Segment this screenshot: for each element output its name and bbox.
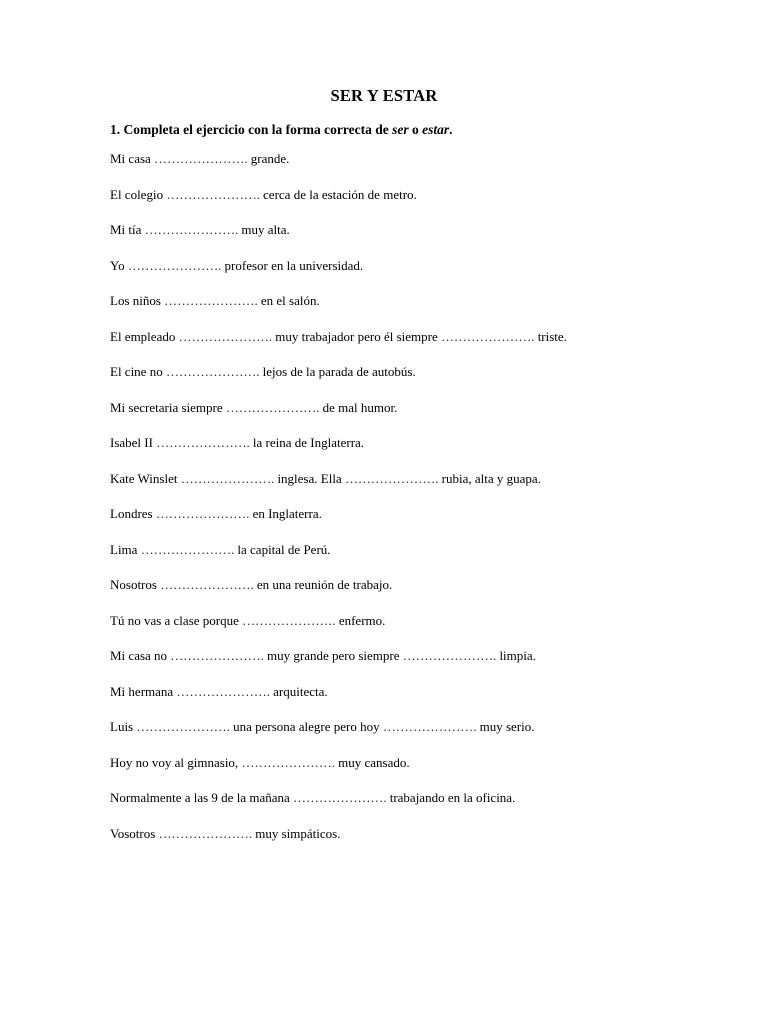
answer-blank: …………………. <box>144 222 239 237</box>
sentence-start: El colegio <box>110 186 167 202</box>
exercise-sentence <box>110 541 567 577</box>
sentence-start: Yo <box>110 257 128 273</box>
sentence-start: Los niños <box>110 293 165 308</box>
sentence-end: muy cansado. <box>334 754 410 770</box>
sentence-end: en el salón. <box>257 293 320 308</box>
sentence-end: muy alta. <box>238 222 290 237</box>
exercise-sentence <box>110 576 567 612</box>
answer-blank: …………………. <box>241 754 335 770</box>
sentence-end: muy simpáticos. <box>251 825 341 841</box>
exercise-sentence <box>110 186 567 222</box>
answer-blank: …………………. <box>127 257 222 273</box>
sentence-end: trabajando en la oficina. <box>386 790 516 805</box>
exercise-sentence <box>110 363 567 399</box>
sentence-end: profesor en la universidad. <box>221 257 364 273</box>
sentence-end: la capital de Perú. <box>234 541 331 557</box>
sentence-start: Luis <box>110 719 137 734</box>
sentence-end: limpia. <box>496 648 536 663</box>
sentence-start: Hoy no voy al gimnasio, <box>110 754 242 770</box>
sentence-start: El cine no <box>110 364 166 379</box>
exercise-sentence <box>110 612 567 648</box>
sentence-start: Mi casa no <box>110 648 171 663</box>
answer-blank: …………………. <box>180 470 275 486</box>
sentence-end: grande. <box>247 151 290 166</box>
instruction-word-ser: ser <box>392 122 409 137</box>
sentence-start: Londres <box>110 506 156 521</box>
answer-blank: …………………. <box>440 328 535 344</box>
answer-blank: …………………. <box>166 186 260 202</box>
sentence-middle: muy grande pero siempre <box>263 648 403 663</box>
exercise-sentence <box>110 505 567 541</box>
answer-blank: …………………. <box>158 825 252 841</box>
instruction-connector: o <box>408 122 423 137</box>
answer-blank: …………………. <box>165 364 260 379</box>
sentence-start: Nosotros <box>110 577 161 592</box>
sentence-end: de mal humor. <box>319 399 398 415</box>
answer-blank: …………………. <box>242 612 336 628</box>
exercise-sentence <box>110 328 567 364</box>
answer-blank: …………………. <box>402 648 497 663</box>
exercise-sentence <box>110 292 567 328</box>
answer-blank: …………………. <box>154 151 248 166</box>
sentence-end: enfermo. <box>335 612 386 628</box>
sentence-middle: inglesa. Ella <box>274 470 345 486</box>
exercise-sentence <box>110 150 567 186</box>
answer-blank: …………………. <box>293 790 387 805</box>
sentence-middle: una persona alegre pero hoy <box>229 719 383 734</box>
answer-blank: …………………. <box>382 719 477 734</box>
sentence-start: Isabel II <box>110 435 157 450</box>
sentence-end: la reina de Inglaterra. <box>249 435 365 450</box>
sentence-start: Tú no vas a clase porque <box>110 612 243 628</box>
sentence-start: Vosotros <box>110 825 159 841</box>
answer-blank: …………………. <box>140 541 235 557</box>
sentence-end: en Inglaterra. <box>249 506 322 521</box>
sentence-start: Normalmente a las 9 de la mañana <box>110 790 294 805</box>
sentence-end: en una reunión de trabajo. <box>253 577 393 592</box>
sentence-end: arquitecta. <box>269 683 328 699</box>
exercise-sentence <box>110 789 567 825</box>
sentence-end: cerca de la estación de metro. <box>259 186 417 202</box>
answer-blank: …………………. <box>164 293 258 308</box>
exercise-sentence <box>110 718 567 754</box>
answer-blank: …………………. <box>160 577 254 592</box>
sentence-end: muy serio. <box>476 719 535 734</box>
exercise-list <box>110 150 567 860</box>
exercise-sentence <box>110 825 567 861</box>
answer-blank: …………………. <box>225 399 320 415</box>
exercise-sentence <box>110 399 567 435</box>
exercise-sentence <box>110 434 567 470</box>
exercise-sentence <box>110 221 567 257</box>
sentence-start: Mi casa <box>110 151 155 166</box>
instruction-prefix: 1. Completa el ejercicio con la forma correcta de <box>110 122 393 137</box>
sentence-middle: muy trabajador pero él siempre <box>272 328 441 344</box>
instruction-word-estar: estar <box>422 122 450 137</box>
sentence-end: triste. <box>534 328 567 344</box>
answer-blank: …………………. <box>178 328 273 344</box>
answer-blank: …………………. <box>156 435 250 450</box>
exercise-sentence <box>110 257 567 293</box>
exercise-sentence <box>110 647 567 683</box>
sentence-end: rubia, alta y guapa. <box>438 470 541 486</box>
answer-blank: …………………. <box>155 506 250 521</box>
answer-blank: …………………. <box>344 470 439 486</box>
sentence-start: Lima <box>110 541 141 557</box>
answer-blank: …………………. <box>136 719 230 734</box>
sentence-start: Mi tía <box>110 222 145 237</box>
sentence-start: Kate Winslet <box>110 470 181 486</box>
exercise-sentence <box>110 683 567 719</box>
sentence-start: Mi hermana <box>110 683 177 699</box>
answer-blank: …………………. <box>170 648 264 663</box>
worksheet-title: SER Y ESTAR <box>330 86 438 105</box>
instruction-suffix: . <box>449 122 453 137</box>
exercise-instruction <box>110 121 453 139</box>
answer-blank: …………………. <box>176 683 270 699</box>
sentence-start: Mi secretaria siempre <box>110 399 226 415</box>
exercise-sentence <box>110 470 567 506</box>
sentence-start: El empleado <box>110 328 179 344</box>
exercise-sentence <box>110 754 567 790</box>
sentence-end: lejos de la parada de autobús. <box>259 364 416 379</box>
